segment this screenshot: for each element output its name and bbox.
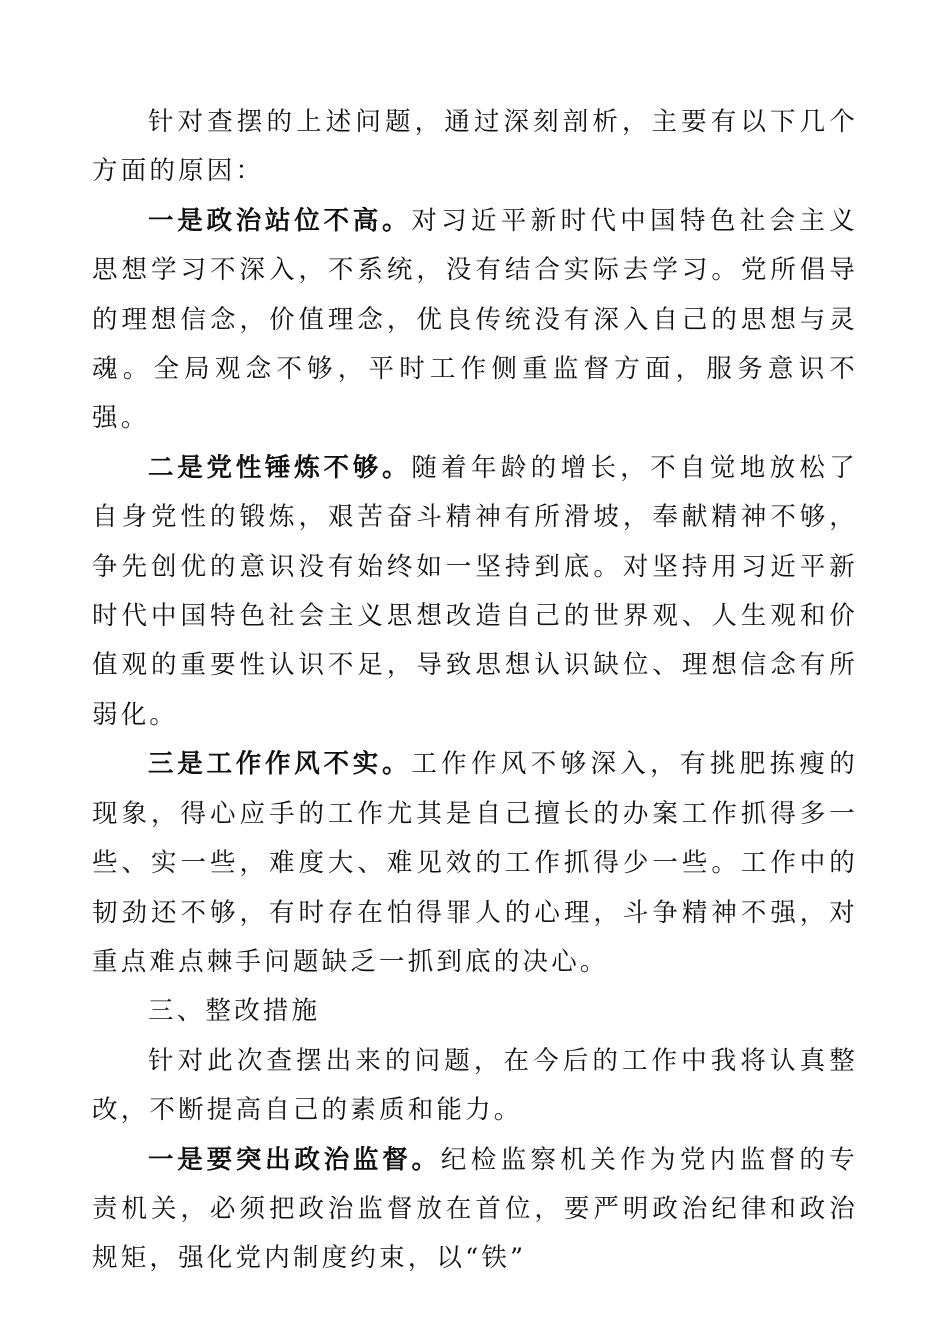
measure-lead-1: 一是要突出政治监督。 xyxy=(148,1144,441,1175)
cause-body-1: 对习近平新时代中国特色社会主义思想学习不深入，不系统，没有结合实际去学习。党所倡导的理想信念，价值理念，优良传统没有深入自己的思想与灵魂。全局观念不够，平时工作侧重监督方面，服务意识不强。 xyxy=(92,205,858,434)
cause-body-3: 工作作风不够深入，有挑肥拣瘦的现象，得心应手的工作尤其是自己擅长的办案工作抓得多一些、实一些，难度大、难见效的工作抓得少一些。工作中的韧劲还不够，有时存在怕得罪人的心理，斗争精神不强，对重点难点棘手问题缺乏一抓到底的决心。 xyxy=(92,749,858,977)
cause-lead-3: 三是工作作风不实。 xyxy=(148,749,412,780)
cause-paragraph-2 xyxy=(92,444,858,740)
cause-paragraph-3 xyxy=(92,740,858,987)
section-heading: 三、整改措施 xyxy=(148,996,321,1027)
intro-paragraph: 针对查摆的上述问题，通过深刻剖析，主要有以下几个方面的原因： xyxy=(92,107,858,187)
measure-body-1: 纪检监察机关作为党内监督的专责机关，必须把政治监督放在首位，要严明政治纪律和政治规矩，强化党内制度约束，以“铁” xyxy=(92,1144,858,1274)
section-intro-paragraph: 针对此次查摆出来的问题，在今后的工作中我将认真整改，不断提高自己的素质和能力。 xyxy=(92,1045,858,1126)
cause-paragraph-1 xyxy=(92,197,858,444)
cause-lead-2: 二是党性锤炼不够。 xyxy=(148,452,412,483)
measure-paragraph-1 xyxy=(92,1136,858,1284)
document-body xyxy=(92,98,858,1284)
cause-body-2: 随着年龄的增长，不自觉地放松了自身党性的锻炼，艰苦奋斗精神有所滑坡，奉献精神不够，争先创优的意识没有始终如一坚持到底。对坚持用习近平新时代中国特色社会主义思想改造自己的世界观、人生观和价值观的重要性认识不足，导致思想认识缺位、理想信念有所弱化。 xyxy=(92,452,858,730)
cause-lead-1: 一是政治站位不高。 xyxy=(148,205,412,236)
